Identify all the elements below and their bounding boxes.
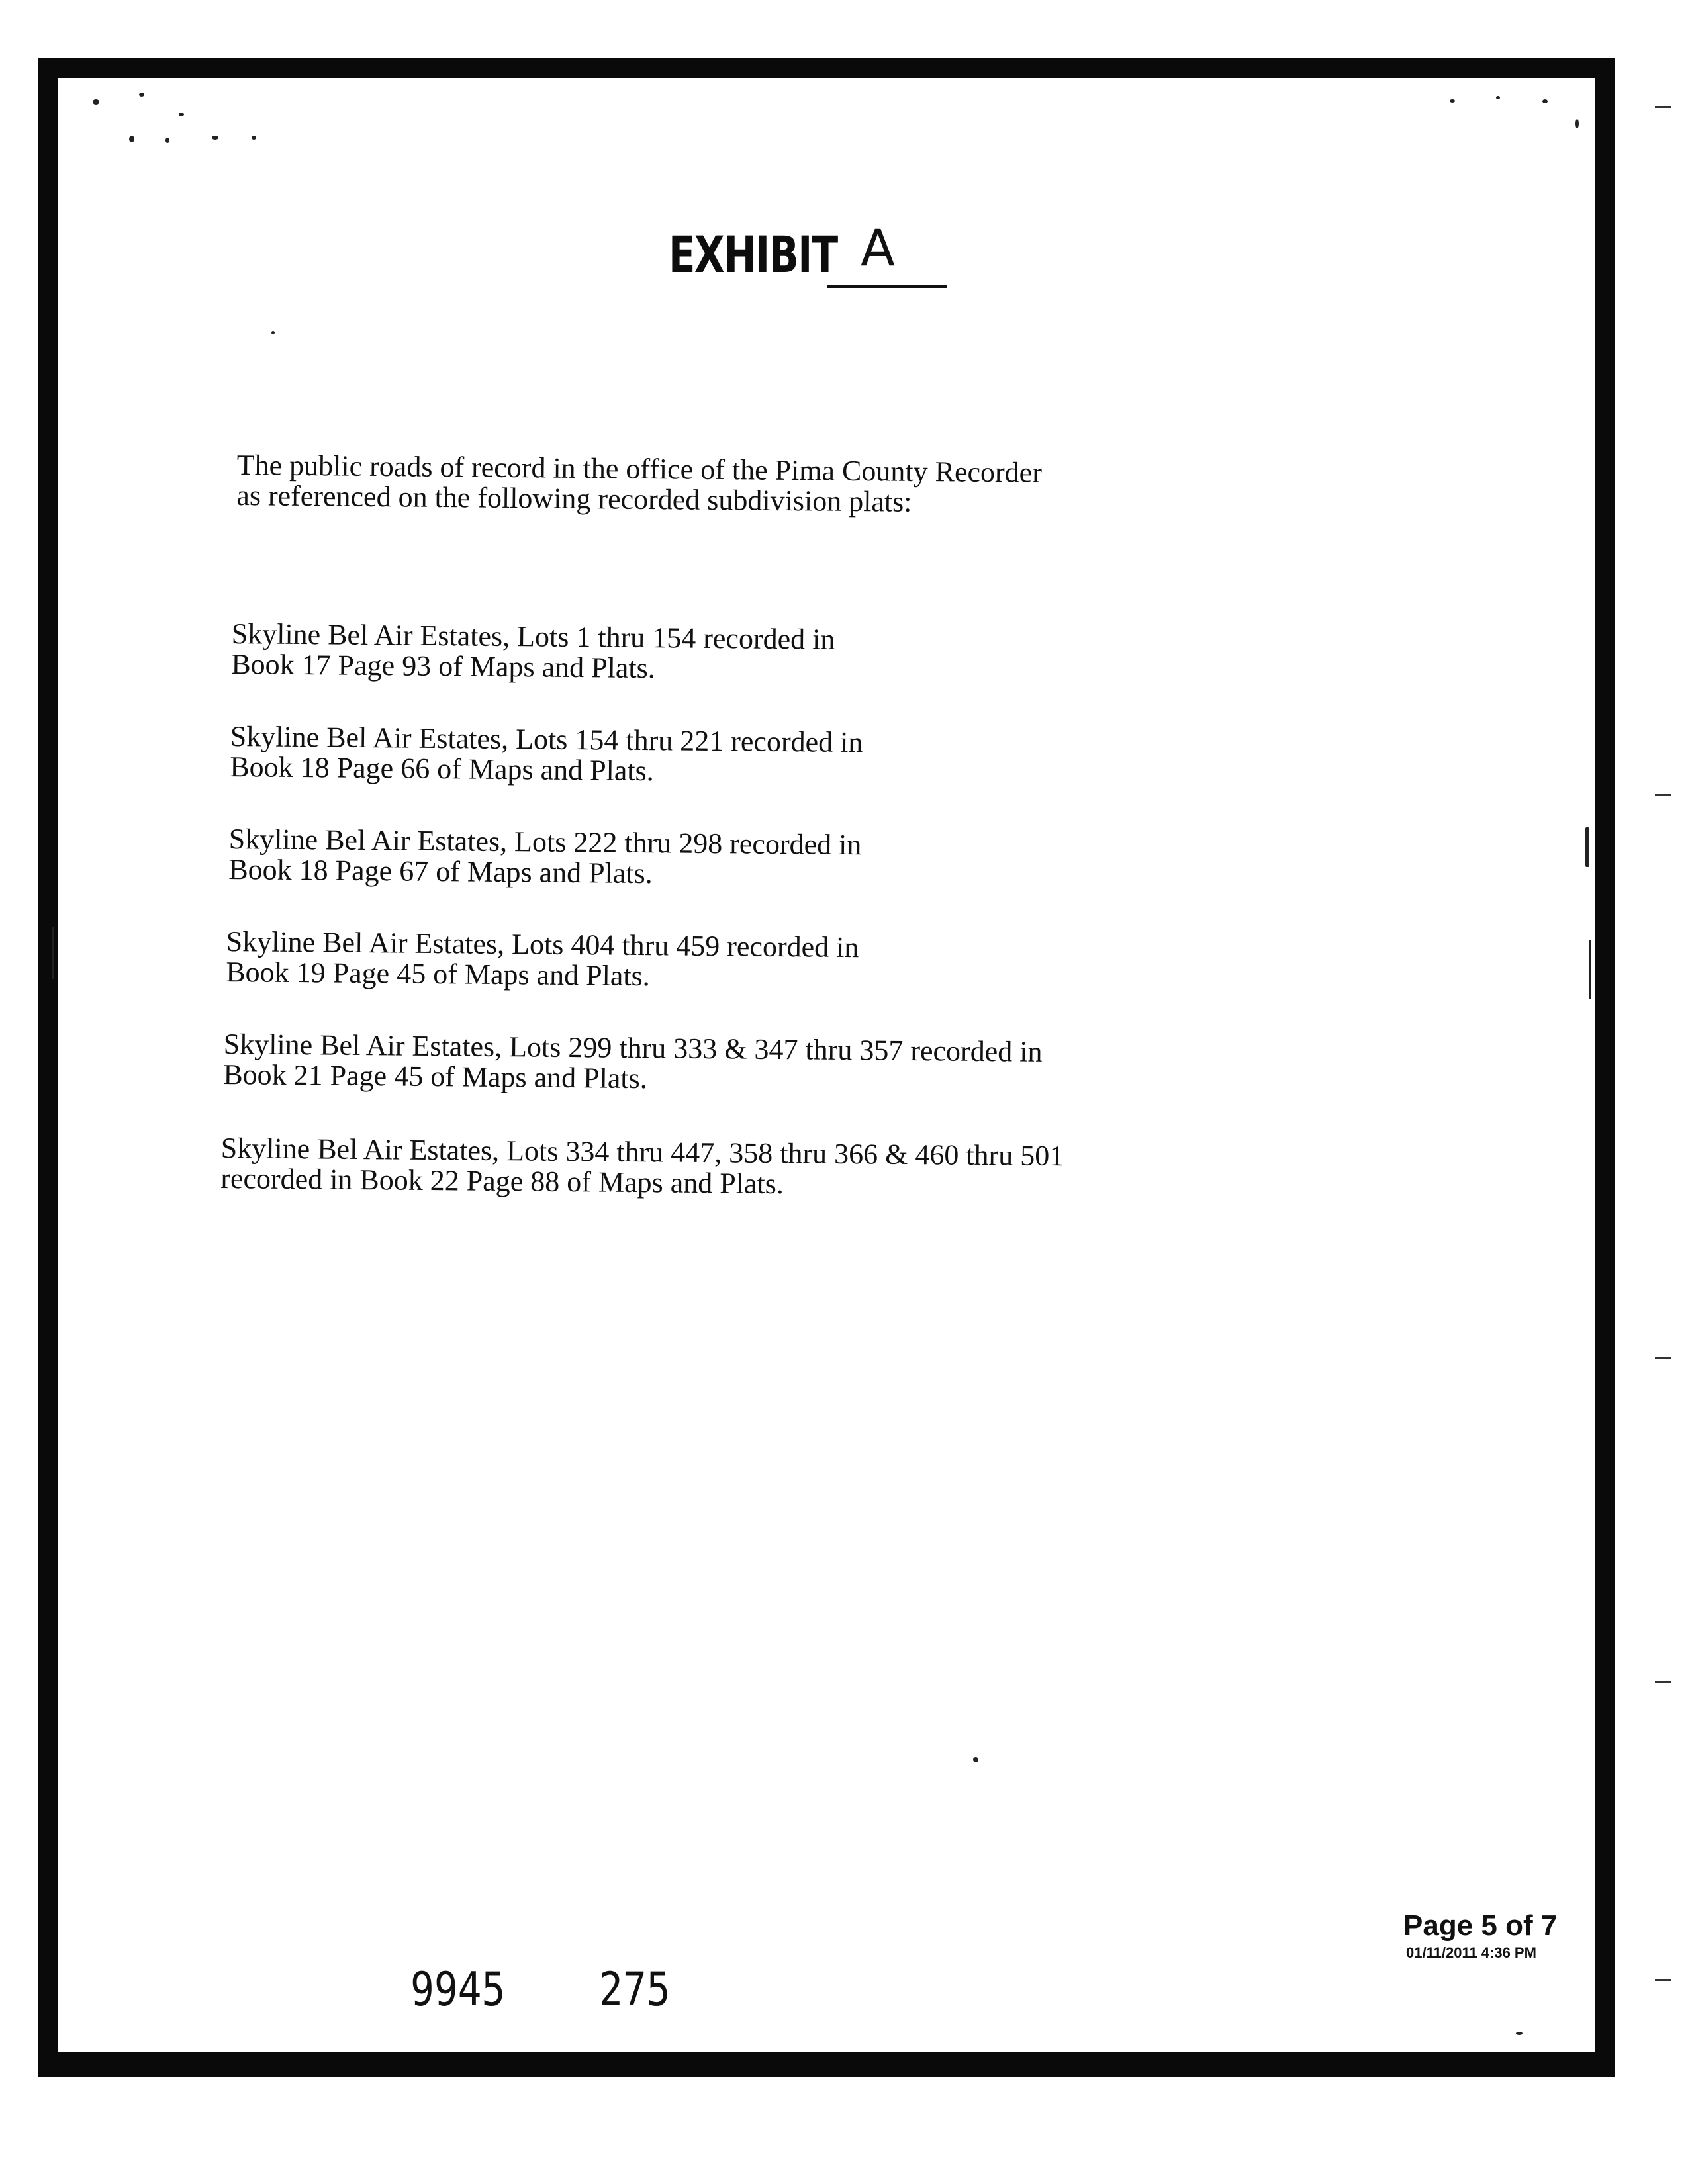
intro-paragraph <box>236 450 1164 520</box>
plat-entry-line: Book 19 Page 45 of Maps and Plats. <box>226 955 650 993</box>
scan-speck <box>252 136 256 140</box>
scan-speck <box>1450 99 1455 103</box>
plat-entry <box>228 824 1222 894</box>
scan-speck <box>1516 2032 1523 2035</box>
scan-border-right <box>1595 58 1615 2077</box>
scan-speck <box>129 136 134 142</box>
scan-speck <box>271 331 275 334</box>
plat-entry-line: Book 21 Page 45 of Maps and Plats. <box>223 1058 647 1095</box>
margin-tick <box>1655 794 1671 796</box>
plat-entry-line: Book 18 Page 66 of Maps and Plats. <box>230 750 654 788</box>
plat-entry-line: Skyline Bel Air Estates, Lots 1 thru 154 recorded in <box>231 617 835 656</box>
plat-entry-line: Skyline Bel Air Estates, Lots 154 thru 221 recorded in <box>230 720 863 759</box>
plat-entry <box>226 927 1219 997</box>
docket-page-number: 275 <box>599 1962 671 2017</box>
scan-speck <box>52 927 54 979</box>
scan-speck <box>1496 96 1500 99</box>
margin-tick <box>1655 1979 1671 1981</box>
margin-tick <box>1655 1681 1671 1683</box>
scan-border-top <box>38 58 1614 78</box>
scan-speck <box>179 113 184 116</box>
plat-entry-line: recorded in Book 22 Page 88 of Maps and Plats. <box>220 1161 784 1201</box>
plat-entry-line: Skyline Bel Air Estates, Lots 299 thru 333 & 347 thru 357 recorded in <box>223 1028 1043 1068</box>
scan-speck <box>165 138 169 143</box>
scan-speck <box>93 99 99 105</box>
plat-entry <box>230 721 1223 792</box>
page-timestamp: 01/11/2011 4:36 PM <box>1406 1944 1536 1961</box>
plat-entry-line: Book 18 Page 67 of Maps and Plats. <box>228 852 653 890</box>
scan-speck <box>212 136 218 140</box>
docket-number: 9945 <box>410 1962 506 2017</box>
plat-entry <box>220 1133 1214 1203</box>
page-indicator: Page 5 of 7 <box>1403 1909 1558 1942</box>
exhibit-letter: A <box>861 218 895 277</box>
intro-line: The public roads of record in the office of the Pima County Recorder <box>236 449 1043 489</box>
scan-speck <box>973 1757 978 1762</box>
scan-speck <box>139 93 144 97</box>
intro-line: as referenced on the following recorded subdivision plats: <box>236 478 912 518</box>
scan-border-left <box>38 58 58 2077</box>
exhibit-underline <box>827 285 947 288</box>
scan-speck <box>1542 99 1548 103</box>
plat-entry-line: Book 17 Page 93 of Maps and Plats. <box>231 647 655 685</box>
margin-tick <box>1655 1357 1671 1359</box>
exhibit-title: EXHIBIT <box>669 225 837 284</box>
plat-entry <box>231 619 1225 689</box>
scan-speck <box>1575 119 1579 128</box>
scan-speck <box>1589 940 1591 999</box>
plat-entry-line: Skyline Bel Air Estates, Lots 404 thru 459 recorded in <box>226 925 859 964</box>
scan-border-bottom <box>38 2052 1615 2077</box>
margin-tick <box>1655 106 1671 108</box>
plat-entry-line: Skyline Bel Air Estates, Lots 334 thru 447, 358 thru 366 & 460 thru 501 <box>220 1132 1064 1173</box>
plat-entry <box>223 1029 1217 1099</box>
plat-entry-line: Skyline Bel Air Estates, Lots 222 thru 298 recorded in <box>228 823 862 862</box>
scan-speck <box>1585 827 1589 867</box>
